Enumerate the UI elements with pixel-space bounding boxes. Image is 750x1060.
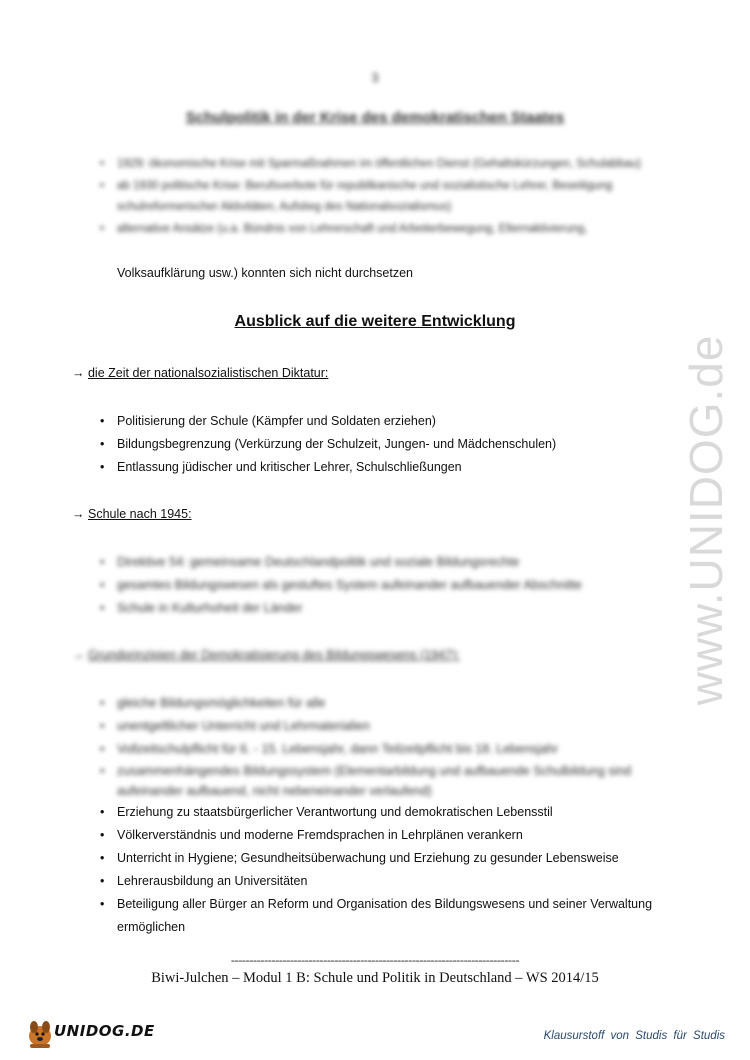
watermark: www.UNIDOG.de: [680, 334, 732, 706]
list-item: • gleiche Bildungsmöglichkeiten für alle: [95, 692, 665, 715]
section-label-1945: [72, 507, 192, 521]
list-item: • Direktive 54: gemeinsame Deutschlandpolitik und soziale Bildungsrechte: [95, 551, 665, 574]
list-item: • ab 1930 politische Krise: Berufsverbote für republikanische und sozialistische Lehrer, Beseitigung schulreformerischer Aktivitäten, Aufstieg des Nationalsozialismus): [95, 176, 665, 219]
list-item: • Vollzeitschulpflicht für 6. - 15. Lebensjahr, dann Teilzeitpflicht bis 18. Lebensjahr: [95, 738, 665, 761]
list-item: • zusammenhängendes Bildungssystem (Elementarbildung und aufbauende Schulbildung sind aufeinander aufbauend, nicht nebeneinander verlaufend): [95, 761, 665, 801]
list-item: • Beteiligung aller Bürger an Reform und Organisation des Bildungswesens und seiner Verwaltung ermöglichen: [95, 893, 665, 939]
section-label-text: die Zeit der nationalsozialistischen Diktatur:: [87, 366, 329, 380]
list-item: • gesamtes Bildungswesen als gestuftes System aufeinander aufbauender Abschnitte: [95, 574, 665, 597]
section-label-ns: [72, 366, 328, 380]
section-label-text: Schule nach 1945:: [87, 507, 192, 521]
list-item: • Bildungsbegrenzung (Verkürzung der Schulzeit, Jungen- und Mädchenschulen): [95, 433, 665, 456]
crisis-list: [95, 154, 665, 240]
list-item: • Entlassung jüdischer und kritischer Lehrer, Schulschließungen: [95, 456, 665, 479]
logo-text: UNIDOG.DE: [54, 1022, 155, 1040]
section-title-crisis: Schulpolitik in der Krise des demokratischen Staates: [185, 109, 565, 126]
arrow-icon: →: [72, 366, 85, 380]
arrow-icon: →: [72, 507, 85, 521]
list-item: • Unterricht in Hygiene; Gesundheitsüberwachung und Erziehung zu gesunder Lebensweise: [95, 847, 665, 870]
list-item: • Erziehung zu staatsbürgerlicher Verantwortung und demokratischen Lebensstil: [95, 801, 665, 824]
list-item: • Politisierung der Schule (Kämpfer und Soldaten erziehen): [95, 410, 665, 433]
list-item: • Lehrerausbildung an Universitäten: [95, 870, 665, 893]
ns-list: [95, 410, 665, 479]
list-item-continuation: Volksaufklärung usw.) konnten sich nicht durchsetzen: [117, 266, 414, 280]
tagline: Klausurstoff von Studis für Studis: [543, 1030, 725, 1042]
footer-text: Biwi-Julchen – Modul 1 B: Schule und Politik in Deutschland – WS 2014/15: [151, 970, 599, 986]
footer-separator: ------------------------------------------------------------------------------: [230, 953, 520, 967]
section-label-1947: [72, 648, 460, 662]
list-item: • 1929: ökonomische Krise mit Sparmaßnahmen im öffentlichen Dienst (Gehaltskürzungen, Schulabbau): [95, 154, 665, 176]
section-label-text: Grundprinzipien der Demokratisierung des Bildungswesens (1947):: [87, 648, 460, 662]
principles-list: [95, 692, 665, 939]
list-item: • Schule in Kulturhoheit der Länder: [95, 597, 665, 620]
page-number: 3: [371, 70, 379, 85]
main-heading: Ausblick auf die weitere Entwicklung: [234, 313, 516, 330]
arrow-icon: →: [72, 648, 85, 662]
list-item: • unentgeltlicher Unterricht und Lehrmaterialien: [95, 715, 665, 738]
postwar-list: [95, 551, 665, 620]
list-item: • alternative Ansätze (u.a. Bündnis von Lehrerschaft und Arbeiterbewegung, Elternaktivierung,: [95, 219, 665, 241]
list-item: • Völkerverständnis und moderne Fremdsprachen in Lehrplänen verankern: [95, 824, 665, 847]
